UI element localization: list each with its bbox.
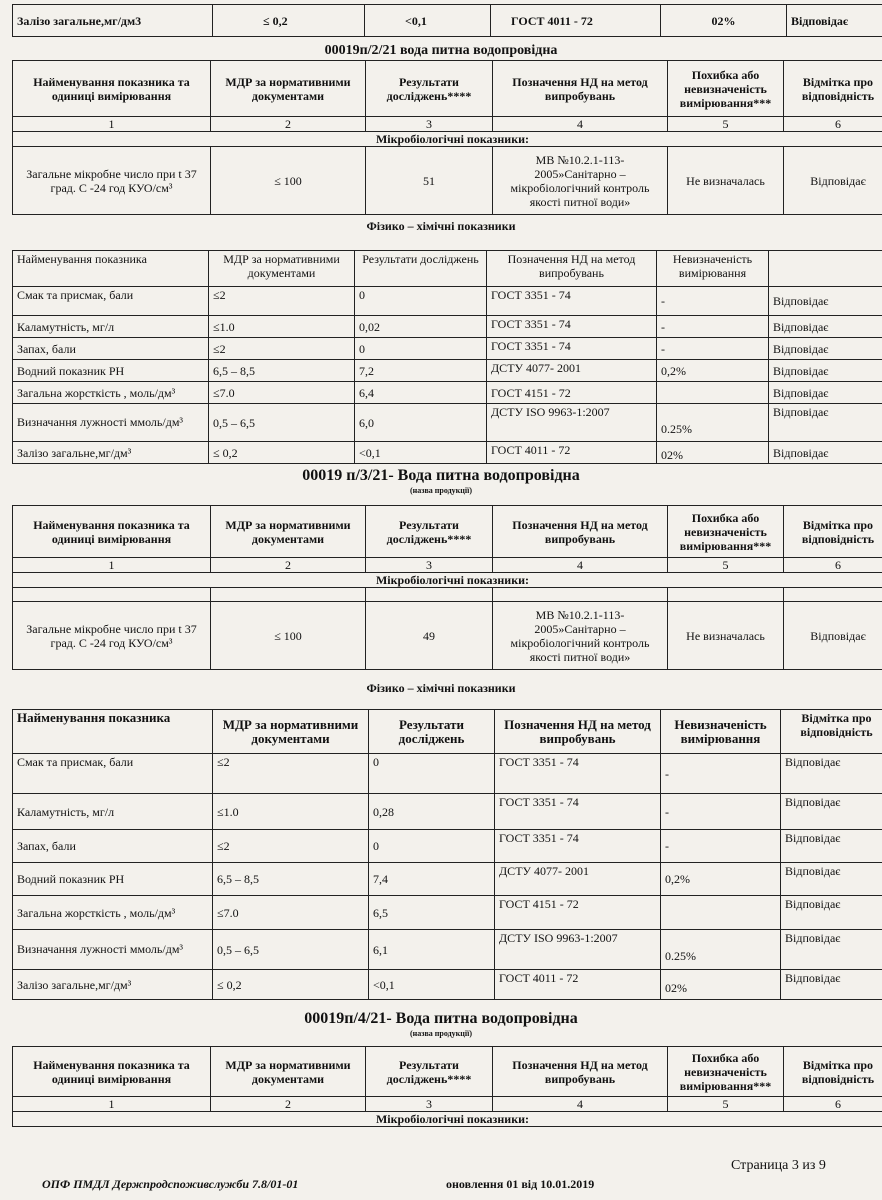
row-mdr: 6,5 – 8,5	[213, 863, 369, 896]
param-error: 02%	[661, 5, 787, 37]
section4-table	[12, 1046, 882, 1134]
table-row	[13, 830, 882, 863]
row-name: Смак та присмак, бали	[13, 754, 213, 794]
footer-revision: оновлення 01 від 10.01.2019	[446, 1177, 595, 1191]
row-result: 6,4	[355, 382, 487, 404]
row-result: 7,2	[355, 360, 487, 382]
row-method: ГОСТ 3351 - 74	[487, 287, 657, 316]
section-title: 00019 п/3/21- Вода питна водопровідна	[302, 467, 580, 484]
row-status: Відповідає	[781, 970, 882, 1000]
column-number: 3	[366, 558, 493, 573]
product-caption: (назва продукції)	[409, 486, 472, 495]
table-row	[13, 794, 882, 830]
row-status: Відповідає	[769, 338, 882, 360]
phys-header-error: Невизначеність вимірювання	[657, 251, 769, 287]
row-error: 02%	[661, 970, 781, 1000]
row-result: 0,02	[355, 316, 487, 338]
table-row	[13, 404, 882, 442]
micro-label: Мікробіологічні показники:	[13, 573, 882, 588]
column-number: 1	[13, 558, 211, 573]
header-name: Найменування показника та одиниці вимірювання	[13, 61, 211, 117]
row-method: ДСТУ ISO 9963-1:2007	[487, 404, 657, 442]
micro-name: Загальне мікробне число при t 37 град. С -24 год КУО/см³	[13, 602, 211, 670]
phys-header-result: Результати досліджень	[355, 251, 487, 287]
micro-method: МВ №10.2.1-113-2005»Санітарно – мікробіологічний контроль якості питної води»	[493, 147, 668, 215]
column-number: 3	[366, 1097, 493, 1112]
micro-result: 51	[366, 147, 493, 215]
phys-header-mdr: МДР за нормативними документами	[213, 710, 369, 754]
row-result: <0,1	[369, 970, 495, 1000]
row-method: ГОСТ 4151 - 72	[487, 382, 657, 404]
param-mdr: ≤ 0,2	[213, 5, 365, 37]
column-number: 1	[13, 117, 211, 132]
column-number: 6	[784, 117, 882, 132]
header-result: Результати досліджень****	[366, 506, 493, 558]
header-mdr: МДР за нормативними документами	[211, 1047, 366, 1097]
header-status: Відмітка про відповідність	[784, 1047, 882, 1097]
row-result: 0	[355, 287, 487, 316]
table-row	[13, 360, 882, 382]
table-row	[13, 754, 882, 794]
table-row	[13, 338, 882, 360]
row-error: -	[657, 338, 769, 360]
row-mdr: 6,5 – 8,5	[209, 360, 355, 382]
column-number: 3	[366, 117, 493, 132]
row-name: Водний показник РН	[13, 360, 209, 382]
row-mdr: ≤1.0	[209, 316, 355, 338]
row-name: Каламутність, мг/л	[13, 316, 209, 338]
row-name: Визначання лужності ммоль/дм³	[13, 404, 209, 442]
row-name: Запах, бали	[13, 830, 213, 863]
micro-mdr: ≤ 100	[211, 602, 366, 670]
header-mdr: МДР за нормативними документами	[211, 506, 366, 558]
row-error: -	[661, 794, 781, 830]
table-row	[13, 382, 882, 404]
row-name: Запах, бали	[13, 338, 209, 360]
header-method: Позначення НД на метод випробувань	[493, 1047, 668, 1097]
phys-header-status	[769, 251, 882, 287]
row-error: -	[661, 754, 781, 794]
header-error: Похибка або невизначеність вимірювання***	[668, 61, 784, 117]
row-result: 0,28	[369, 794, 495, 830]
row-name: Залізо загальне,мг/дм³	[13, 442, 209, 464]
header-method: Позначення НД на метод випробувань	[493, 61, 668, 117]
header-status: Відмітка про відповідність	[784, 61, 882, 117]
row-method: ДСТУ 4077- 2001	[487, 360, 657, 382]
param-method: ГОСТ 4011 - 72	[491, 5, 661, 37]
phys-header-mdr: МДР за нормативними документами	[209, 251, 355, 287]
header-name: Найменування показника та одиниці вимірювання	[13, 506, 211, 558]
row-status: Відповідає	[769, 316, 882, 338]
row-status: Відповідає	[769, 287, 882, 316]
column-number: 6	[784, 1097, 882, 1112]
column-number: 2	[211, 1097, 366, 1112]
header-status: Відмітка про відповідність	[784, 506, 882, 558]
row-name: Загальна жорсткість , моль/дм³	[13, 896, 213, 930]
row-method: ГОСТ 3351 - 74	[495, 830, 661, 863]
phys-header-result: Результати досліджень	[369, 710, 495, 754]
row-mdr: ≤2	[213, 754, 369, 794]
table-row	[13, 316, 882, 338]
phys-label: Фізико – хімічні показники	[366, 219, 516, 233]
row-name: Залізо загальне,мг/дм³	[13, 970, 213, 1000]
row-result: 7,4	[369, 863, 495, 896]
micro-name: Загальне мікробне число при t 37 град. С -24 год КУО/см³	[13, 147, 211, 215]
column-number: 1	[13, 1097, 211, 1112]
param-name: Залізо загальне,мг/дм3	[13, 5, 213, 37]
header-mdr: МДР за нормативними документами	[211, 61, 366, 117]
row-status: Відповідає	[781, 896, 882, 930]
row-result: <0,1	[355, 442, 487, 464]
row-error: 0,2%	[661, 863, 781, 896]
row-method: ГОСТ 3351 - 74	[487, 316, 657, 338]
row-mdr: ≤2	[213, 830, 369, 863]
phys-label: Фізико – хімічні показники	[366, 681, 516, 695]
column-number: 5	[668, 1097, 784, 1112]
header-name: Найменування показника та одиниці вимірювання	[13, 1047, 211, 1097]
row-mdr: 0,5 – 6,5	[213, 930, 369, 970]
row-error	[657, 382, 769, 404]
row-error: 0.25%	[657, 404, 769, 442]
row-mdr: ≤ 0,2	[209, 442, 355, 464]
section3-phys-table	[12, 709, 882, 1005]
row-result: 0	[355, 338, 487, 360]
micro-label: Мікробіологічні показники:	[13, 132, 882, 147]
header-error: Похибка або невизначеність вимірювання***	[668, 1047, 784, 1097]
column-number: 4	[493, 558, 668, 573]
row-mdr: ≤1.0	[213, 794, 369, 830]
section-title: 00019п/2/21 вода питна водопровідна	[324, 43, 558, 58]
phys-header-method: Позначення НД на метод випробувань	[487, 251, 657, 287]
row-error	[661, 896, 781, 930]
page-counter: Страница 3 из 9	[731, 1158, 826, 1173]
row-error: -	[661, 830, 781, 863]
micro-method: МВ №10.2.1-113-2005»Санітарно – мікробіологічний контроль якості питної води»	[493, 602, 668, 670]
section2-micro-table	[12, 60, 882, 217]
row-result: 0	[369, 830, 495, 863]
row-result: 0	[369, 754, 495, 794]
column-number: 6	[784, 558, 882, 573]
row-method: ГОСТ 3351 - 74	[495, 754, 661, 794]
row-result: 6,1	[369, 930, 495, 970]
table-row	[13, 863, 882, 896]
row-name: Каламутність, мг/л	[13, 794, 213, 830]
product-caption: (назва продукції)	[409, 1029, 472, 1038]
phys-header-method: Позначення НД на метод випробувань	[495, 710, 661, 754]
row-method: ГОСТ 4011 - 72	[487, 442, 657, 464]
micro-label: Мікробіологічні показники:	[13, 1112, 882, 1127]
row-status: Відповідає	[769, 382, 882, 404]
row-status: Відповідає	[769, 404, 882, 442]
param-result: <0,1	[365, 5, 491, 37]
row-error: 0.25%	[661, 930, 781, 970]
column-number: 5	[668, 558, 784, 573]
row-status: Відповідає	[781, 754, 882, 794]
micro-status: Відповідає	[784, 147, 882, 215]
header-result: Результати досліджень****	[366, 1047, 493, 1097]
table-row	[13, 442, 882, 464]
phys-header-name: Найменування показника	[13, 710, 213, 754]
column-number: 5	[668, 117, 784, 132]
micro-mdr: ≤ 100	[211, 147, 366, 215]
section3-micro-table	[12, 505, 882, 682]
row-status: Відповідає	[781, 830, 882, 863]
footer-org: ОПФ ПМДЛ Держпродспоживслужби 7.8/01-01	[42, 1177, 299, 1191]
header-method: Позначення НД на метод випробувань	[493, 506, 668, 558]
row-mdr: ≤ 0,2	[213, 970, 369, 1000]
row-error: -	[657, 287, 769, 316]
micro-error: Не визначалась	[668, 147, 784, 215]
section2-phys-table	[12, 250, 882, 465]
column-number: 4	[493, 1097, 668, 1112]
micro-result: 49	[366, 602, 493, 670]
row-mdr: 0,5 – 6,5	[209, 404, 355, 442]
row-result: 6,5	[369, 896, 495, 930]
row-method: ГОСТ 4151 - 72	[495, 896, 661, 930]
table-row	[13, 970, 882, 1000]
row-error: -	[657, 316, 769, 338]
row-mdr: ≤2	[209, 287, 355, 316]
row-method: ГОСТ 3351 - 74	[487, 338, 657, 360]
param-status: Відповідає	[787, 5, 882, 37]
row-mdr: ≤2	[209, 338, 355, 360]
row-name: Водний показник РН	[13, 863, 213, 896]
row-method: ДСТУ ISO 9963-1:2007	[495, 930, 661, 970]
row-status: Відповідає	[781, 794, 882, 830]
micro-status: Відповідає	[784, 602, 882, 670]
row-error: 02%	[657, 442, 769, 464]
row-status: Відповідає	[781, 863, 882, 896]
row-status: Відповідає	[769, 360, 882, 382]
table-row	[13, 896, 882, 930]
phys-header-status: Відмітка про відповідність	[781, 710, 882, 754]
header-error: Похибка або невизначеність вимірювання***	[668, 506, 784, 558]
top-partial-table	[12, 4, 882, 38]
section-title: 00019п/4/21- Вода питна водопровідна	[304, 1010, 578, 1027]
column-number: 4	[493, 117, 668, 132]
table-row	[13, 930, 882, 970]
phys-header-name: Найменування показника	[13, 251, 209, 287]
row-mdr: ≤7.0	[213, 896, 369, 930]
row-name: Смак та присмак, бали	[13, 287, 209, 316]
row-result: 6,0	[355, 404, 487, 442]
row-status: Відповідає	[769, 442, 882, 464]
micro-error: Не визначалась	[668, 602, 784, 670]
column-number: 2	[211, 117, 366, 132]
row-name: Визначання лужності ммоль/дм³	[13, 930, 213, 970]
column-number: 2	[211, 558, 366, 573]
row-status: Відповідає	[781, 930, 882, 970]
table-row	[13, 287, 882, 316]
row-name: Загальна жорсткість , моль/дм³	[13, 382, 209, 404]
phys-header-error: Невизначеність вимірювання	[661, 710, 781, 754]
row-error: 0,2%	[657, 360, 769, 382]
row-mdr: ≤7.0	[209, 382, 355, 404]
row-method: ГОСТ 4011 - 72	[495, 970, 661, 1000]
header-result: Результати досліджень****	[366, 61, 493, 117]
row-method: ДСТУ 4077- 2001	[495, 863, 661, 896]
row-method: ГОСТ 3351 - 74	[495, 794, 661, 830]
